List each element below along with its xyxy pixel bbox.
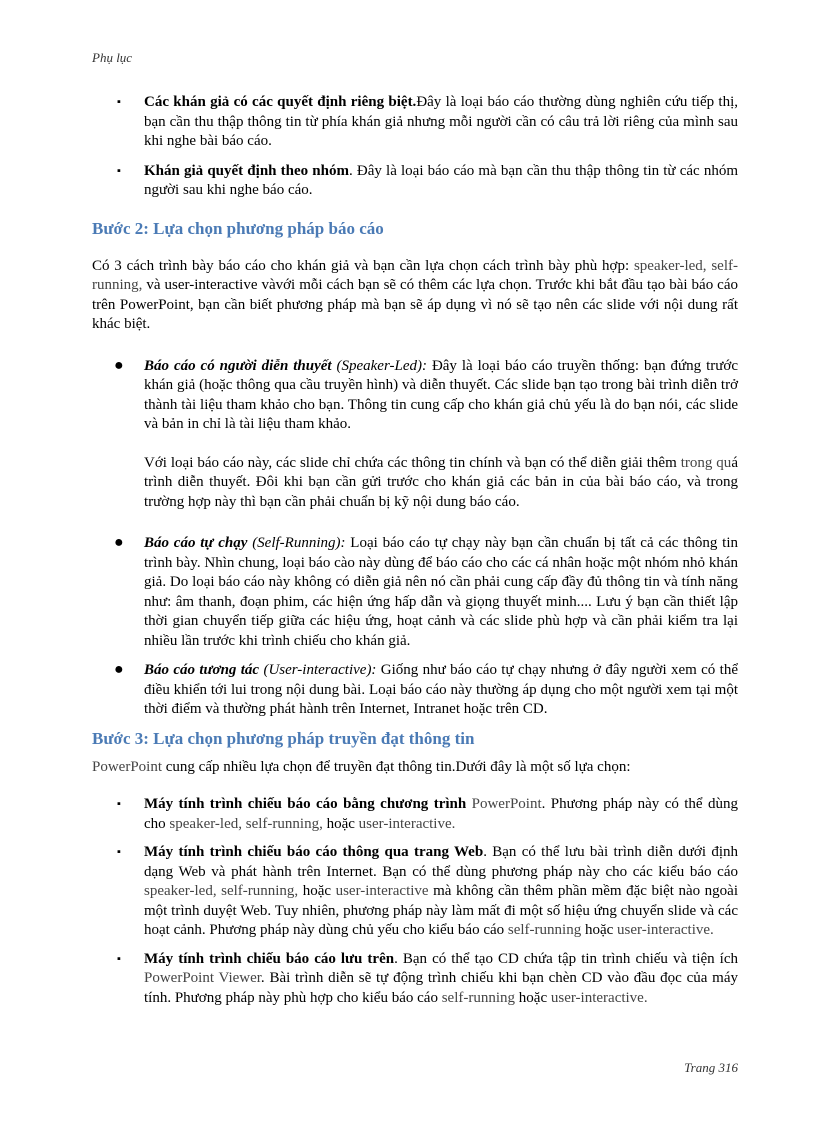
list-item — [92, 93, 738, 152]
text: user-interactive. — [547, 989, 648, 1006]
text: speaker-led, self-running, — [169, 815, 323, 832]
text: . Phương pháp này có thể dùng cho — [144, 796, 738, 832]
list-item — [92, 534, 738, 651]
list-item — [92, 795, 738, 834]
item-title: Báo cáo có người diễn thuyết — [144, 357, 332, 374]
dot-bullet-icon: ● — [114, 534, 124, 551]
text: và user-interactive vàvới mỗi cách bạn sẽ có thêm các lựa chọn. Trước khi bắt đầu tạo bài báo cáo trên PowerPoint, bạn cần biết phương pháp mà bạn sẽ áp dụng vì nó sẽ tạo nên các slide với nội dung rất khác biệt. — [92, 277, 738, 332]
paragraph — [92, 257, 738, 335]
text: á trình diễn thuyết. Đôi khi bạn cần gửi trước cho khán giả các bản in của bài báo cáo, và trong trường hợp này thì bạn cần phải chuẩn bị kỹ nội dung báo cáo. — [144, 454, 738, 510]
page-header: Phụ lục — [92, 50, 133, 65]
text: . Bài trình diễn sẽ tự động trình chiếu khi bạn chèn CD vào đầu đọc của máy tính. Phương pháp này phù hợp cho kiểu báo cáo — [144, 970, 738, 1006]
item-title: Báo cáo tương tác — [144, 662, 260, 678]
text: user-interactive. — [613, 922, 714, 938]
text: Có 3 cách trình bày báo cáo cho khán giả và bạn cần lựa chọn cách trình bày phù hợp: — [92, 257, 634, 274]
page-number: Trang 316 — [684, 1060, 738, 1075]
text: user-interactive. — [354, 815, 456, 832]
dot-bullet-icon: ● — [114, 661, 124, 678]
text: PowerPoint — [92, 758, 163, 775]
text: trong qu — [680, 454, 732, 471]
section-heading: Bước 2: Lựa chọn phương pháp báo cáo — [92, 218, 384, 238]
paragraph — [144, 454, 738, 513]
square-bullet-icon: ▪ — [117, 96, 121, 108]
list-item — [92, 843, 738, 941]
text: mà không cần thêm phần mềm đặc biệt nào ngoài một trình duyệt Web. Tuy nhiên, phương pháp này làm mất đi một số hiệu ứng chuyển slide và các hoạt cảnh. Phương pháp này dùng chủ yếu cho kiểu báo cáo — [144, 883, 739, 938]
text: cung cấp nhiều lựa chọn để truyền đạt thông tin.Dưới đây là một số lựa chọn: — [162, 758, 631, 775]
square-bullet-icon: ▪ — [117, 798, 121, 810]
list-item — [92, 661, 738, 720]
text: user-interactive — [331, 883, 429, 899]
text: self-running — [507, 922, 582, 938]
item-subtitle: (Speaker-Led): — [331, 357, 427, 374]
square-bullet-icon: ▪ — [117, 952, 121, 965]
text: . Bạn có thể tạo CD chứa tập tin trình chiếu và tiện ích — [394, 950, 739, 967]
item-subtitle: (User-interactive): — [259, 662, 377, 678]
item-bold-text: Các khán giả có các quyết định riêng biệt. — [144, 94, 417, 110]
list-item — [92, 950, 738, 1009]
item-text: Loại báo cáo tự chạy này bạn cần chuẩn bị tất cả các thông tin trình bày. Nhìn chung, loại báo cào này dùng để báo cáo cho các cá nhân hoặc một nhóm nhỏ khán giả. Do loại báo cáo này không có diễn giả nên nó cần phải cung cấp đầy đủ thông tin và tính năng như: âm thanh, đoạn phim, các hiện ứng hấp dẫn và giọng thuyết minh.... Lưu ý bạn cần thiết lập thời gian chuyển tiếp giữa các hiệu ứng, hoạt cảnh và các slide phù hợp và cần phải kiểm tra lại nhiều lần trước khi trình chiếu cho khán giả. — [144, 535, 738, 649]
item-bold-text: Máy tính trình chiếu báo cáo thông qua trang Web — [144, 844, 484, 860]
item-bold-text: Khán giả quyết định theo nhóm — [144, 162, 349, 179]
text: PowerPoint Viewer — [144, 970, 261, 986]
item-subtitle: (Self-Running): — [247, 535, 346, 551]
text: speaker-led, self-running, — [92, 257, 739, 293]
item-text: Đây là loại báo cáo thường dùng nghiên cứu tiếp thị, bạn cần thu thập thông tin từ phía khán giả nhưng mỗi người cần có câu trả lời riêng của mình sau khi nghe bài báo cáo. — [144, 94, 738, 149]
text: hoặc — [298, 883, 332, 899]
paragraph — [92, 758, 738, 778]
list-item — [92, 357, 738, 513]
item-text: . Đây là loại báo cáo mà bạn cần thu thập thông tin từ các nhóm người sau khi nghe báo cáo. — [144, 162, 738, 198]
text: . Bạn có thể lưu bài trình diễn dưới định dạng Web và phát hành trên Internet. Bạn có thể dùng phương pháp này cho các kiểu báo cáo — [144, 844, 738, 880]
text: hoặc — [515, 989, 548, 1006]
list-item — [92, 162, 738, 201]
square-bullet-icon: ▪ — [117, 164, 121, 177]
text: Với loại báo cáo này, các slide chỉ chứa các thông tin chính và bạn có thể diễn giải thêm — [144, 454, 681, 471]
text: self-running — [441, 989, 516, 1006]
text: hoặc — [581, 922, 614, 938]
page-content — [92, 90, 738, 1008]
text: PowerPoint — [466, 796, 542, 812]
item-bold-text: Máy tính trình chiếu báo cáo lưu trên — [144, 950, 395, 967]
item-title: Báo cáo tự chạy — [144, 535, 248, 551]
item-text: Đây là loại báo cáo truyền thống: bạn đứng trước khán giả (hoặc thông qua cầu truyền hình) và diễn thuyết. Các slide bạn tạo trong bài trình diễn trở thành tài liệu tham khảo cho bạn. Thông tin cung cấp cho khán giả chủ yếu là do bạn nói, các slide và bản in chỉ là tài liệu tham khảo. — [144, 357, 738, 432]
square-bullet-icon: ▪ — [117, 846, 121, 858]
item-bold-text: Máy tính trình chiếu báo cáo bằng chương trình — [144, 796, 467, 812]
text: speaker-led, self-running, — [144, 883, 299, 899]
item-text: Giống như báo cáo tự chạy nhưng ở đây người xem có thể điều khiển tới lui trong nội dung bài. Loại báo cáo này thường áp dụng cho một người xem tại một thời điểm và thường phát hành trên Internet, Intranet hoặc trên CD. — [144, 662, 738, 717]
text: hoặc — [322, 815, 355, 832]
dot-bullet-icon: ● — [114, 356, 124, 374]
section-heading: Bước 3: Lựa chọn phương pháp truyền đạt thông tin — [92, 728, 475, 748]
